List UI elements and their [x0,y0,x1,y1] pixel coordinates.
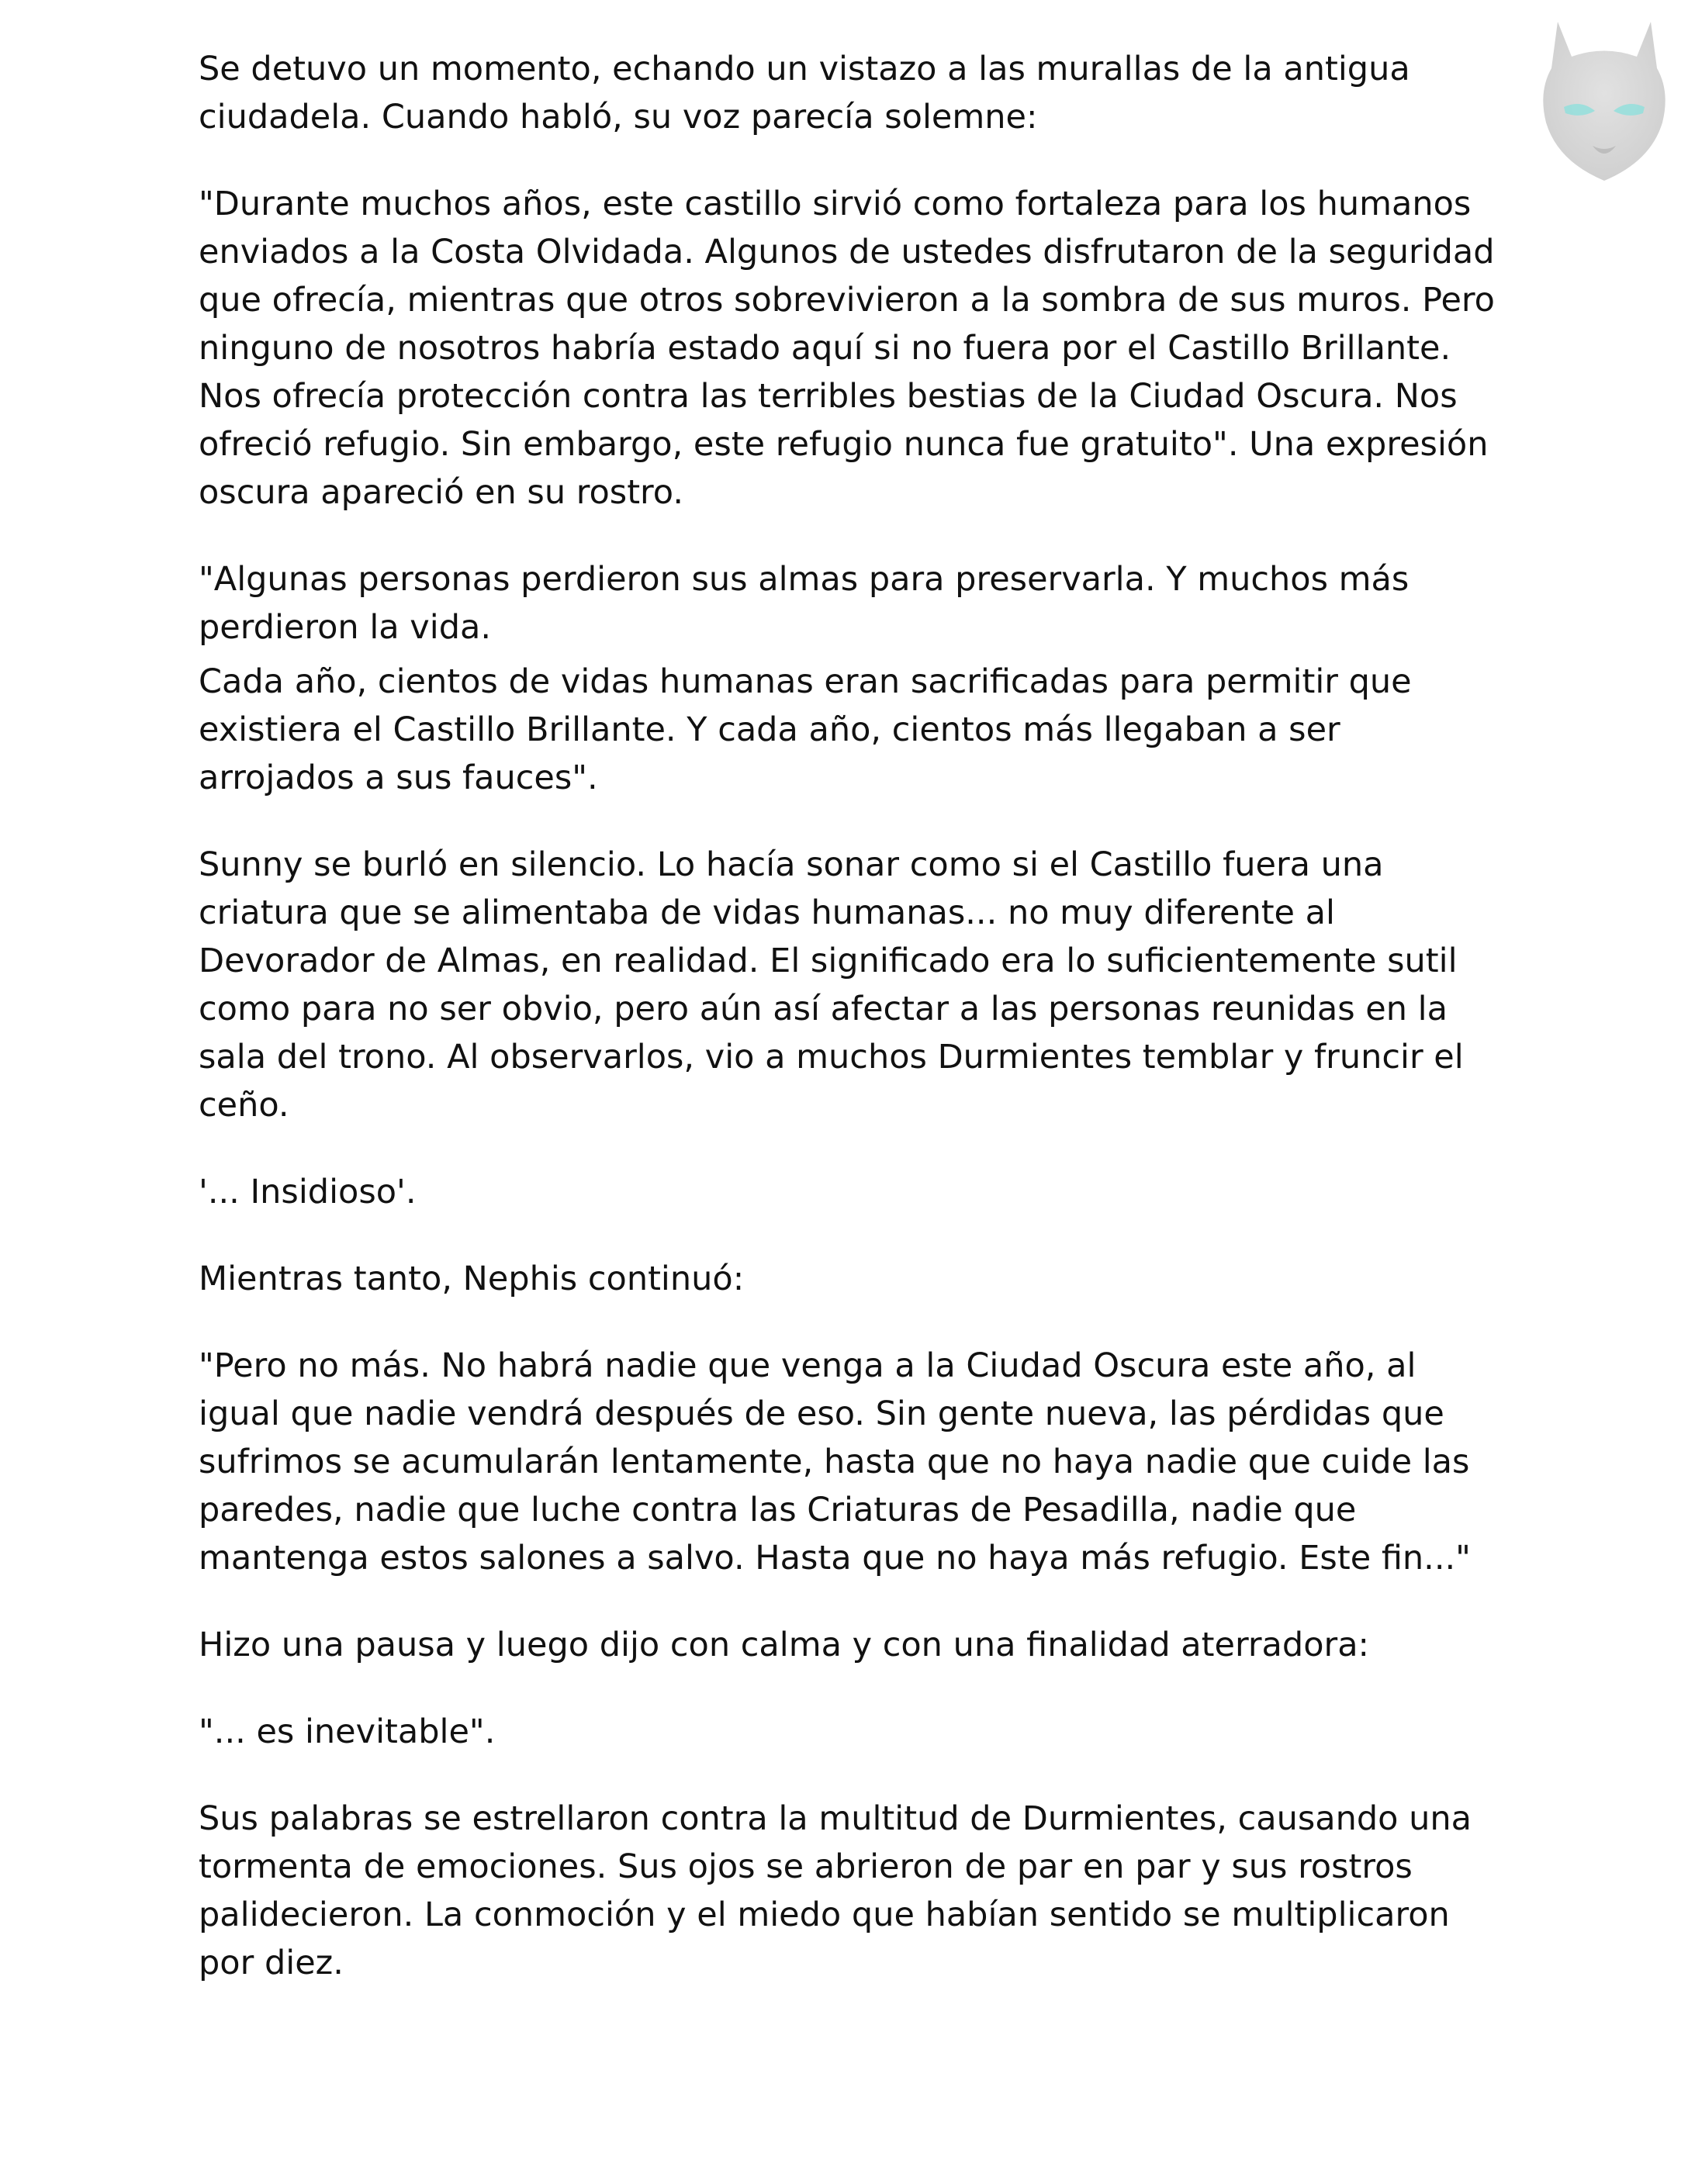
paragraph: "Algunas personas perdieron sus almas para preservarla. Y muchos más perdieron la vida. [199,560,1410,647]
paragraph: Sunny se burló en silencio. Lo hacía sonar como si el Castillo fuera una criatura que se alimentaba de vidas humanas... no muy diferente al Devorador de Almas, en realidad. El significado era lo suficientemente sutil como para no ser obvio, pero aún así afectar a las personas reunidas en la sala del trono. Al observarlos, vio a muchos Durmientes temblar y fruncir el ceño. [199,845,1464,1125]
paragraph: '... Insidioso'. [199,1173,417,1211]
paragraph: Mientras tanto, Nephis continuó: [199,1260,745,1298]
paragraph: Sus palabras se estrellaron contra la multitud de Durmientes, causando una tormenta de emociones. Sus ojos se abrieron de par en par y sus rostros palidecieron. La conmoción y el miedo que habían sentido se multiplicaron por diez. [199,1799,1472,1982]
paragraph: "Durante muchos años, este castillo sirvió como fortaleza para los humanos enviados a la Costa Olvidada. Algunos de ustedes disfrutaron de la seguridad que ofrecía, mientras que otros sobrevivieron a la sombra de sus muros. Pero ninguno de nosotros habría estado aquí si no fuera por el Castillo Brillante. Nos ofrecía protección contra las terribles bestias de la Ciudad Oscura. Nos ofreció refugio. Sin embargo, este refugio nunca fue gratuito". Una expresión oscura apareció en su rostro. [199,185,1495,512]
text-body [199,45,1502,2026]
paragraph: Se detuvo un momento, echando un vistazo a las murallas de la antigua ciudadela. Cuando habló, su voz parecía solemne: [199,50,1410,136]
paragraph: Cada año, cientos de vidas humanas eran sacrificadas para permitir que existiera el Castillo Brillante. Y cada año, cientos más llegaban a ser arrojados a sus fauces". [199,662,1412,797]
paragraph: Hizo una pausa y luego dijo con calma y con una finalidad aterradora: [199,1626,1370,1664]
demon-head-logo-icon [1527,14,1682,192]
paragraph: "Pero no más. No habrá nadie que venga a la Ciudad Oscura este año, al igual que nadie vendrá después de eso. Sin gente nueva, las pérdidas que sufrimos se acumularán lentamente, hasta que no haya nadie que cuide las paredes, nadie que luche contra las Criaturas de Pesadilla, nadie que mantenga estos salones a salvo. Hasta que no haya más refugio. Este fin..." [199,1346,1471,1578]
paragraph: "... es inevitable". [199,1712,496,1751]
